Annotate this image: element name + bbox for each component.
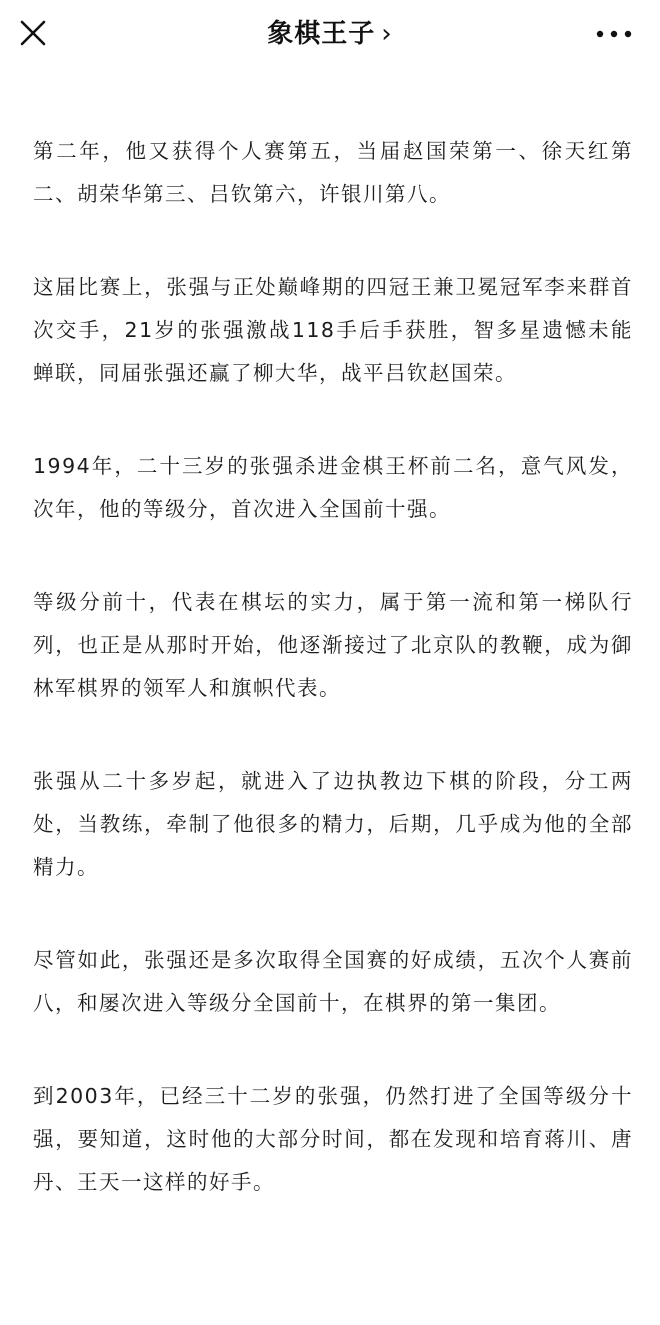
article-paragraph: 尽管如此，张强还是多次取得全国赛的好成绩，五次个人赛前八，和屡次进入等级分全国前十，在棋界的第一集团。: [33, 948, 633, 1015]
chevron-right-icon: ›: [381, 19, 393, 49]
article-paragraph: 到2003年，已经三十二岁的张强，仍然打进了全国等级分十强，要知道，这时他的大部分时间，都在发现和培育蒋川、唐丹、王天一这样的好手。: [33, 1084, 633, 1194]
title-area: [0, 14, 660, 54]
article-body: [33, 130, 633, 1254]
top-navigation-bar: [0, 0, 660, 66]
article-paragraph: 1994年，二十三岁的张强杀进金棋王杯前二名，意气风发，次年，他的等级分，首次进入全国前十强。: [33, 454, 633, 521]
account-title: 象棋王子: [267, 19, 376, 49]
article-paragraph: 等级分前十，代表在棋坛的实力，属于第一流和第一梯队行列，也正是从那时开始，他逐渐接过了北京队的教鞭，成为御林军棋界的领军人和旗帜代表。: [33, 590, 633, 700]
article-paragraph: 张强从二十多岁起，就进入了边执教边下棋的阶段，分工两处，当教练，牵制了他很多的精力，后期，几乎成为他的全部精力。: [33, 769, 633, 879]
account-title-link[interactable]: [267, 14, 392, 54]
more-icon: [594, 22, 634, 46]
article-paragraph: 第二年，他又获得个人赛第五，当届赵国荣第一、徐天红第二、胡荣华第三、吕钦第六，许银川第八。: [33, 139, 633, 206]
more-button[interactable]: [594, 22, 634, 46]
article-paragraph: 这届比赛上，张强与正处巅峰期的四冠王兼卫冕冠军李来群首次交手，21岁的张强激战118手后手获胜，智多星遗憾未能蝉联，同届张强还赢了柳大华，战平吕钦赵国荣。: [33, 275, 633, 385]
